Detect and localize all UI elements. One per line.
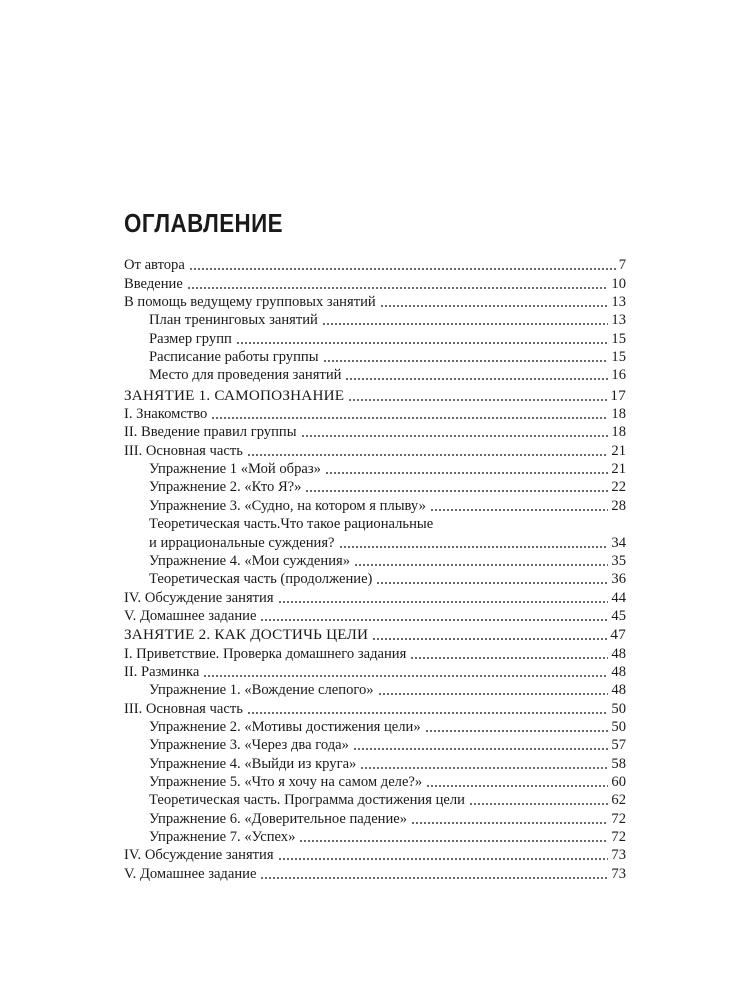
toc-entry-label: Размер групп bbox=[149, 330, 232, 347]
toc-entry bbox=[124, 293, 626, 311]
toc-entry-label: Упражнение 6. «Доверительное падение» bbox=[149, 810, 408, 827]
dot-leader bbox=[353, 748, 608, 750]
dot-leader bbox=[305, 490, 608, 492]
toc-entry bbox=[124, 607, 626, 625]
dot-leader bbox=[322, 323, 609, 325]
dot-leader bbox=[247, 454, 609, 456]
dot-leader bbox=[376, 582, 608, 584]
dot-leader bbox=[247, 712, 609, 714]
toc-entry bbox=[124, 828, 626, 846]
toc-entry-label: Упражнение 3. «Через два года» bbox=[149, 737, 349, 754]
toc-entry-page: 13 bbox=[611, 312, 626, 329]
dot-leader bbox=[278, 601, 609, 603]
toc-entry-page: 36 bbox=[611, 571, 626, 588]
dot-leader bbox=[378, 693, 609, 695]
toc-entry bbox=[124, 736, 626, 754]
toc-entry bbox=[124, 256, 626, 274]
dot-leader bbox=[426, 785, 608, 787]
dot-leader bbox=[339, 546, 609, 548]
toc-entry-page: 45 bbox=[611, 607, 626, 624]
toc-entry-label: I. Приветствие. Проверка домашнего задания bbox=[124, 645, 407, 662]
dot-leader bbox=[236, 342, 609, 344]
toc-entry-label: Упражнение 4. «Мои суждения» bbox=[149, 552, 351, 569]
toc-entry bbox=[124, 311, 626, 329]
toc-entry-page: 48 bbox=[611, 682, 626, 699]
toc-entry-label: Теоретическая часть (продолжение) bbox=[149, 571, 373, 588]
toc-entry-label: От автора bbox=[124, 257, 185, 274]
toc-entry-label: В помощь ведущему групповых занятий bbox=[124, 294, 376, 311]
toc-section-heading bbox=[124, 386, 626, 404]
toc-entry-label: Упражнение 4. «Выйди из круга» bbox=[149, 755, 357, 772]
dot-leader bbox=[260, 877, 608, 879]
toc-entry-page: 18 bbox=[611, 406, 626, 423]
toc-entry bbox=[124, 348, 626, 366]
toc-entry-page: 62 bbox=[611, 792, 626, 809]
toc-entry-label: II. Введение правил группы bbox=[124, 424, 297, 441]
toc-entry-label: Расписание работы группы bbox=[149, 349, 319, 366]
toc-entry bbox=[124, 644, 626, 662]
dot-leader bbox=[430, 509, 609, 511]
toc-entry-page: 47 bbox=[610, 626, 626, 644]
toc-entry-page: 13 bbox=[611, 294, 626, 311]
toc-list bbox=[124, 256, 626, 883]
toc-entry-page: 57 bbox=[611, 737, 626, 754]
toc-entry bbox=[124, 773, 626, 791]
toc-entry-label: Упражнение 7. «Успех» bbox=[149, 829, 296, 845]
dot-leader bbox=[323, 360, 609, 362]
toc-entry bbox=[124, 754, 626, 772]
toc-entry bbox=[124, 329, 626, 347]
toc-entry-page: 22 bbox=[611, 479, 626, 496]
toc-entry bbox=[124, 460, 626, 478]
toc-entry bbox=[124, 274, 626, 292]
toc-entry bbox=[124, 791, 626, 809]
toc-entry-label: II. Разминка bbox=[124, 663, 200, 680]
toc-entry-label: III. Основная часть bbox=[124, 442, 243, 459]
toc-entry-continued bbox=[124, 515, 626, 533]
toc-entry-label: Упражнение 1 «Мой образ» bbox=[149, 461, 321, 478]
toc-entry-label: Упражнение 2. «Кто Я?» bbox=[149, 479, 302, 496]
toc-entry bbox=[124, 846, 626, 864]
toc-entry-page: 60 bbox=[611, 773, 626, 790]
toc-entry bbox=[124, 570, 626, 588]
toc-entry-page: 50 bbox=[611, 718, 626, 735]
dot-leader bbox=[260, 619, 608, 621]
toc-entry-page: 34 bbox=[611, 534, 626, 551]
toc-entry-label: IV. Обсуждение занятия bbox=[124, 589, 274, 606]
toc-entry-page: 48 bbox=[611, 645, 626, 662]
toc-entry-page: 15 bbox=[611, 349, 626, 366]
toc-entry bbox=[124, 663, 626, 681]
toc-entry-page: 10 bbox=[611, 275, 626, 292]
toc-entry bbox=[124, 718, 626, 736]
dot-leader bbox=[211, 417, 608, 419]
dot-leader bbox=[299, 840, 608, 842]
toc-entry-page: 73 bbox=[611, 847, 626, 864]
toc-entry bbox=[124, 809, 626, 827]
dot-leader bbox=[203, 675, 608, 677]
dot-leader bbox=[380, 305, 609, 307]
toc-entry-label: Место для проведения занятий bbox=[149, 367, 342, 384]
toc-entry-label: Упражнение 3. «Судно, на котором я плыву» bbox=[149, 497, 426, 514]
toc-section-heading bbox=[124, 626, 626, 644]
toc-entry bbox=[124, 681, 626, 699]
toc-entry-page: 17 bbox=[610, 386, 626, 404]
dot-leader bbox=[411, 822, 608, 824]
toc-entry bbox=[124, 552, 626, 570]
toc-entry-page: 72 bbox=[611, 810, 626, 827]
toc-entry-label: ЗАНЯТИЕ 1. САМОПОЗНАНИЕ bbox=[124, 386, 345, 404]
dot-leader bbox=[189, 268, 616, 270]
toc-entry bbox=[124, 441, 626, 459]
toc-entry-label: V. Домашнее задание bbox=[124, 607, 257, 624]
toc-entry bbox=[124, 864, 626, 882]
toc-entry bbox=[124, 588, 626, 606]
toc-entry-label: Введение bbox=[124, 275, 183, 292]
toc-entry-page: 58 bbox=[611, 755, 626, 772]
toc-entry-label: Упражнение 2. «Мотивы достижения цели» bbox=[149, 718, 421, 735]
dot-leader bbox=[410, 657, 608, 659]
toc-entry-label: V. Домашнее задание bbox=[124, 865, 257, 882]
dot-leader bbox=[354, 564, 608, 566]
toc-entry-label: и иррациональные суждения? bbox=[149, 534, 335, 551]
toc-entry-label: ЗАНЯТИЕ 2. КАК ДОСТИЧЬ ЦЕЛИ bbox=[124, 626, 369, 644]
dot-leader bbox=[348, 399, 607, 401]
toc-entry-page: 7 bbox=[618, 257, 626, 274]
toc-entry-label: Теоретическая часть.Что такое рациональные bbox=[149, 516, 434, 533]
toc-entry-label: Упражнение 1. «Вождение слепого» bbox=[149, 682, 374, 699]
dot-leader bbox=[278, 858, 609, 860]
toc-entry-page: 21 bbox=[611, 461, 626, 478]
toc-entry-label: I. Знакомство bbox=[124, 406, 208, 423]
toc-entry-label: III. Основная часть bbox=[124, 700, 243, 717]
toc-entry-page: 44 bbox=[611, 589, 626, 606]
dot-leader bbox=[187, 287, 609, 289]
toc-entry bbox=[124, 366, 626, 384]
toc-entry bbox=[124, 478, 626, 496]
toc-entry-label: План тренинговых занятий bbox=[149, 312, 318, 329]
toc-entry-page: 48 bbox=[611, 663, 626, 680]
toc-entry bbox=[124, 423, 626, 441]
toc-entry-page: 28 bbox=[611, 497, 626, 514]
toc-entry-label: Упражнение 5. «Что я хочу на самом деле?» bbox=[149, 773, 423, 790]
toc-title: ОГЛАВЛЕНИЕ bbox=[124, 208, 283, 238]
toc-entry-label: Теоретическая часть. Программа достижения цели bbox=[149, 792, 465, 809]
dot-leader bbox=[372, 638, 607, 640]
toc-entry-page: 72 bbox=[611, 829, 626, 845]
toc-entry bbox=[124, 405, 626, 423]
toc-entry bbox=[124, 496, 626, 514]
dot-leader bbox=[469, 803, 608, 805]
dot-leader bbox=[345, 378, 608, 380]
toc-entry-page: 50 bbox=[611, 700, 626, 717]
toc-entry-page: 35 bbox=[611, 552, 626, 569]
toc-entry-page: 73 bbox=[611, 865, 626, 882]
dot-leader bbox=[425, 730, 609, 732]
toc-entry-page: 18 bbox=[611, 424, 626, 441]
toc-entry-page: 21 bbox=[611, 442, 626, 459]
dot-leader bbox=[360, 767, 608, 769]
toc-entry-page: 15 bbox=[611, 330, 626, 347]
toc-entry-page: 16 bbox=[611, 367, 626, 384]
dot-leader bbox=[301, 435, 609, 437]
toc-entry-label: IV. Обсуждение занятия bbox=[124, 847, 274, 864]
toc-entry bbox=[124, 533, 626, 551]
dot-leader bbox=[325, 472, 608, 474]
toc-entry bbox=[124, 699, 626, 717]
